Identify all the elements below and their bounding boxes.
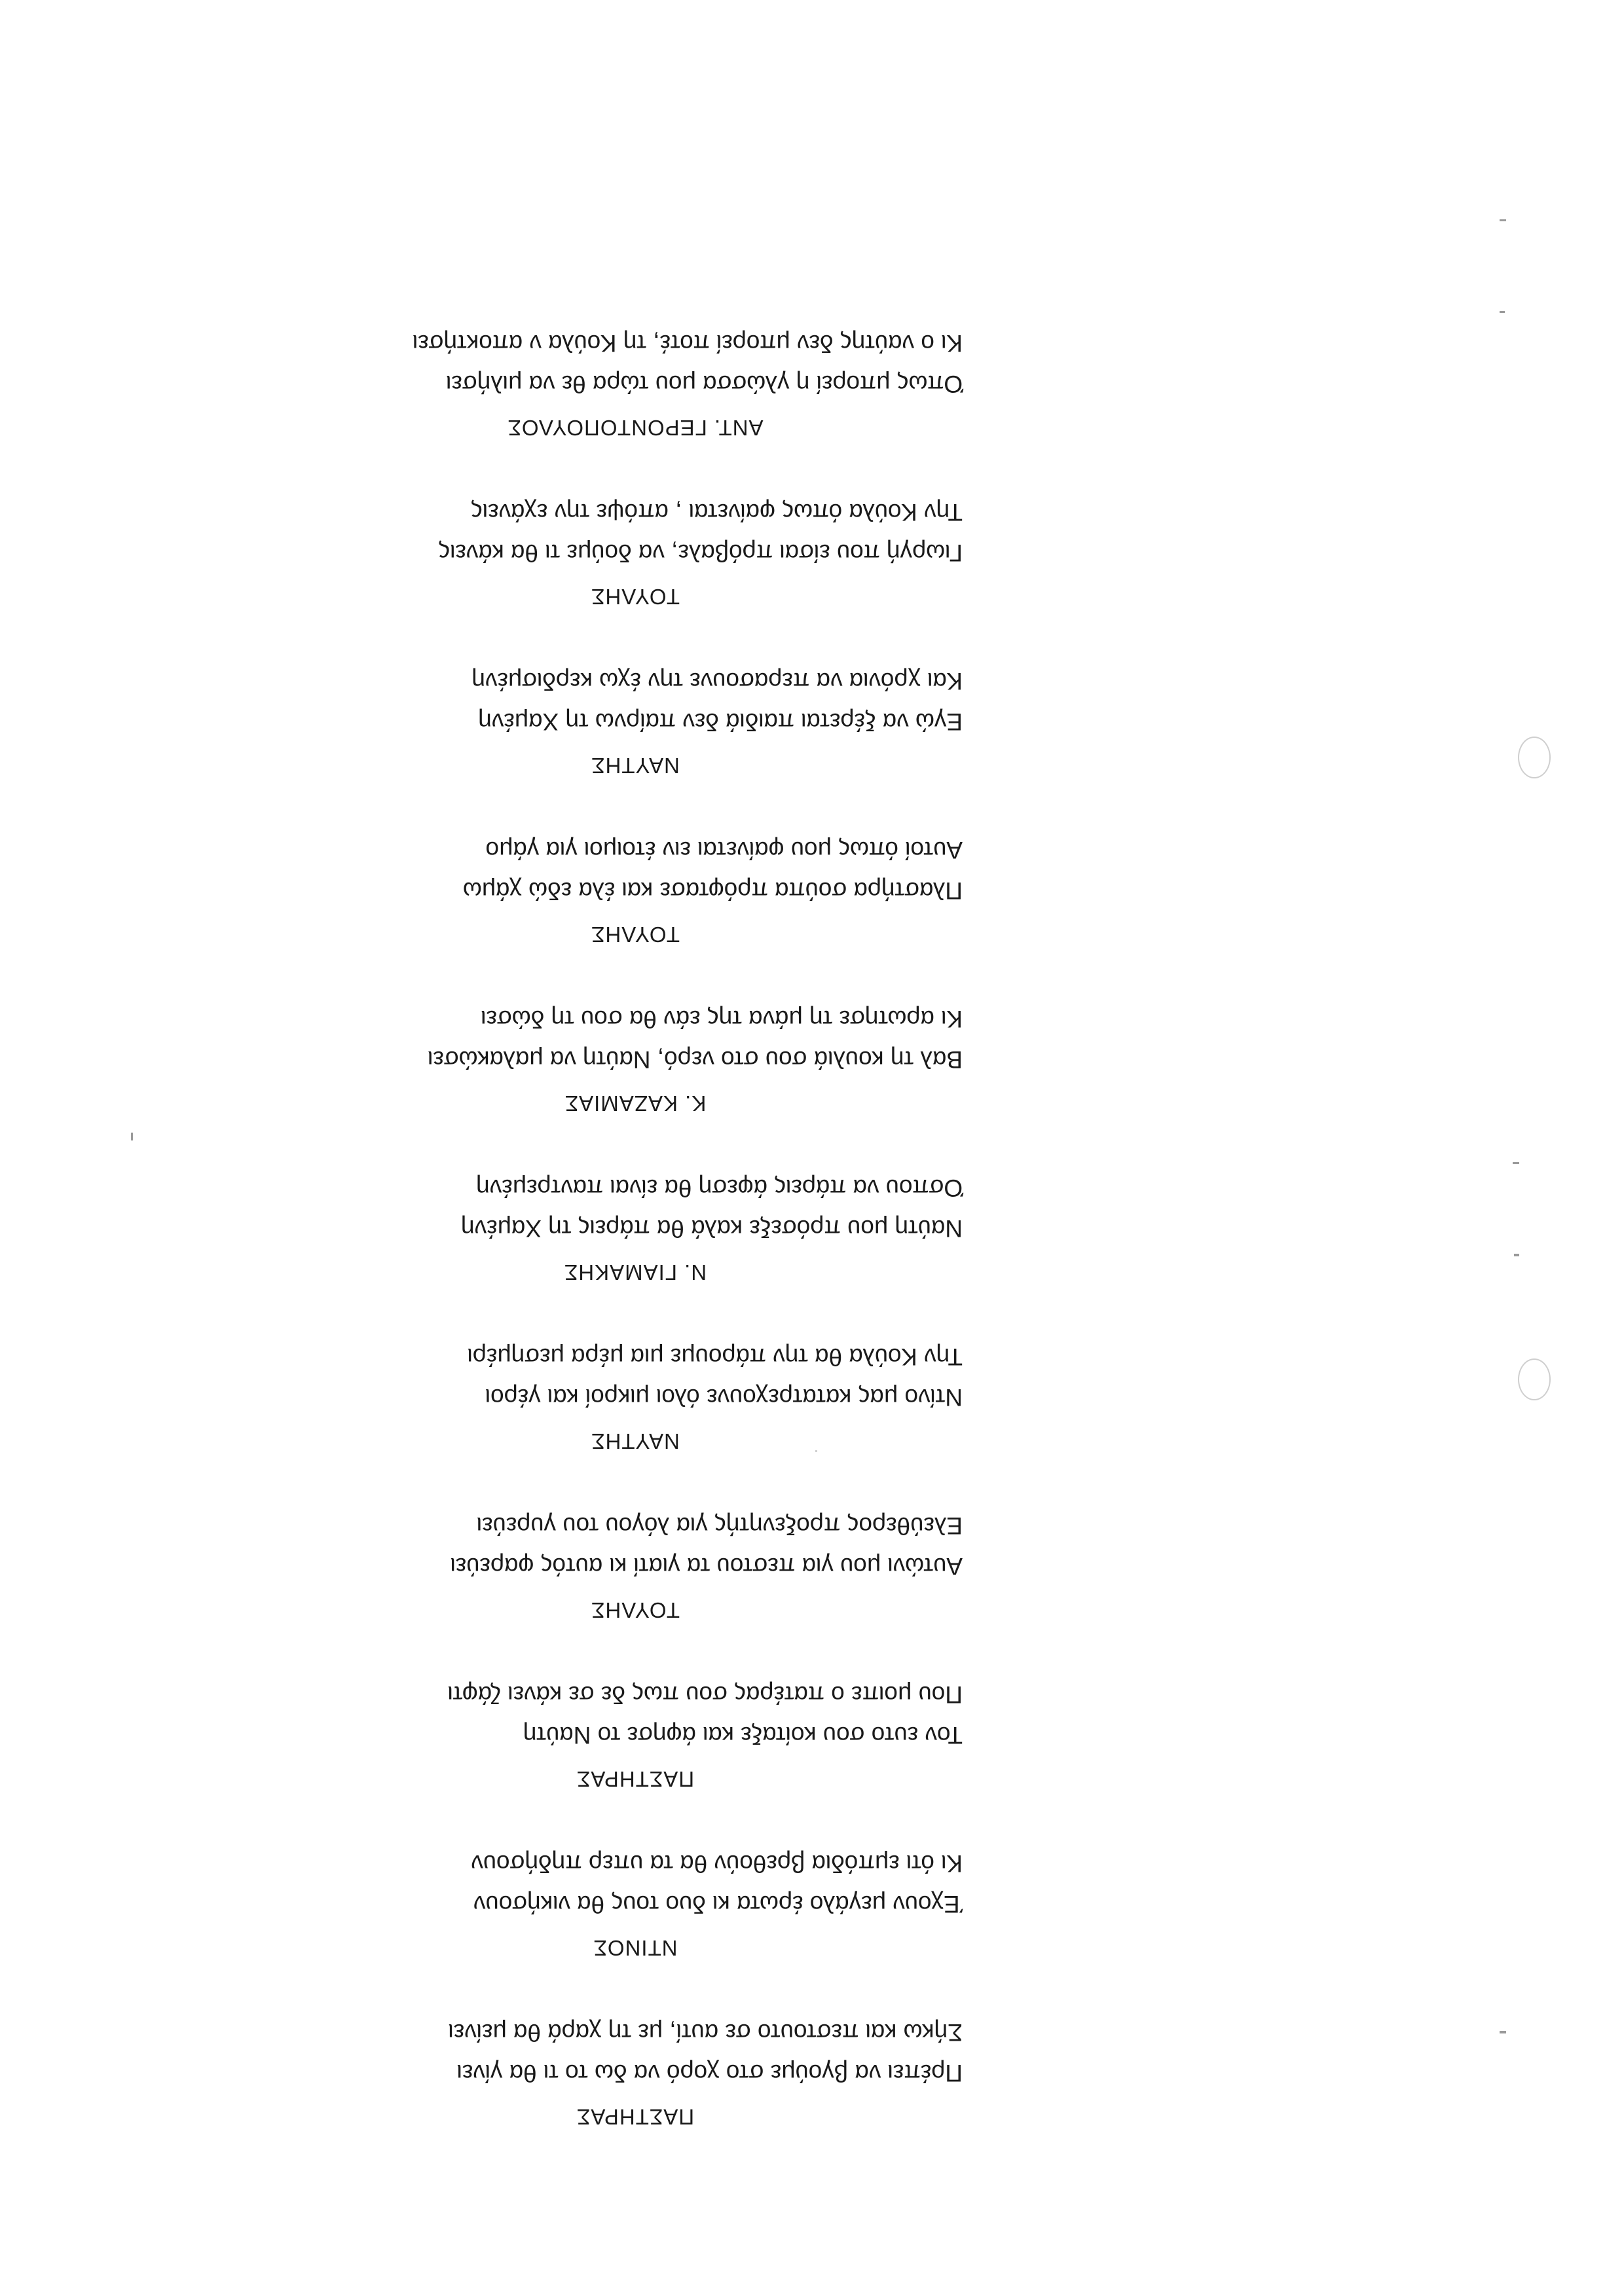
verse-line: Την Κούλα θα την πάρουμε μια μέρα μεσημέρι [467, 1343, 963, 1370]
verse-line: Ναύτη μου πρόσεξε καλά θα πάρεις τη Χαμένη [460, 1215, 963, 1242]
verse-line: Βαλ τη κουλιά σου στο νερό, Ναύτη να μαλακώσει [428, 1046, 963, 1073]
stanza [308, 492, 963, 612]
verse-line: Εγώ να ξέρεται παιδιά δεν παίρνω τη Χαμένη [478, 708, 963, 735]
speaker-name: ΤΟΥΛΗΣ [591, 1598, 680, 1622]
verse-line: Κι ο ναύτης δεν μπορεί ποτέ, τη Κούλα ν αποκτήσει [412, 330, 963, 357]
poem-text [308, 274, 963, 2132]
verse-line: Σήκω και πεστουτο σε αυτί, με τη χαρά θα μείνει [448, 2019, 963, 2046]
verse-line: Κι ότι εμπόδια βρεθούν θα τα υπερ πηδήσουν [471, 1850, 963, 1877]
stanza [308, 1167, 963, 1288]
speaker-name: ΠΑΣΤΗΡΑΣ [576, 2105, 695, 2129]
speaker-name: Κ. ΚΑΖΑΜΙΑΣ [564, 1091, 707, 1116]
stanza [308, 829, 963, 950]
stanza [308, 1674, 963, 1795]
stanza [308, 998, 963, 1119]
scan-speck [1513, 1162, 1519, 1164]
scan-speck [815, 1450, 817, 1452]
verse-line: Αυτοί όπως μου φαίνεται ειν έτοιμοι για γάμο [485, 837, 963, 864]
stanza [308, 1843, 963, 1963]
verse-line: Ντίνο μας κατατρεχουνε όλοι μικροί και γέροι [485, 1384, 963, 1411]
stanza [308, 1336, 963, 1457]
speaker-name: ΝΑΥΤΗΣ [591, 754, 680, 778]
verse-line: Που μοιπε ο πατέρας σου πως δε σε κάνει ζάφτι [447, 1681, 963, 1708]
scan-speck [1514, 1254, 1519, 1256]
speaker-name: ΝΤΙΝΟΣ [593, 1936, 678, 1960]
verse-line: Όπως μπορεί η γλώσσα μου τώρα θε να μιλήσει [446, 371, 963, 397]
verse-line: Πλαστήρα σούπα πρόφτασε και έλα εδώ χάμω [462, 877, 963, 904]
speaker-name: ΠΑΣΤΗΡΑΣ [576, 1767, 695, 1791]
verse-line: Πρέπει να βγούμε στο χορό να δω το τι θα γίνει [456, 2060, 963, 2086]
verse-line: Ελεύθερος προξενητής για λόγου του γυρεύει [476, 1512, 963, 1539]
stanza [308, 1505, 963, 1626]
verse-line: Τον ευτο σου κοίταξε και άφησε το Ναύτη [523, 1722, 963, 1749]
speaker-name: Ν. ΓΙΑΜΑΚΗΣ [563, 1260, 707, 1285]
stanza [308, 661, 963, 781]
punch-hole-mark [1518, 1358, 1551, 1400]
speaker-name: ΝΑΥΤΗΣ [591, 1429, 680, 1453]
verse-line: Και χρόνια να περασουνε την έχω κερδισμένη [471, 668, 963, 695]
scan-speck [1500, 219, 1506, 221]
verse-line: Αυτώνι μου για πεστου τα γιατί κι αυτός φαρεύει [450, 1553, 963, 1580]
scan-speck [1500, 311, 1505, 313]
scan-speck [131, 1133, 133, 1140]
speaker-name: ΤΟΥΛΗΣ [591, 922, 680, 947]
speaker-name: ΤΟΥΛΗΣ [591, 585, 680, 609]
verse-line: Έχουν μεγάλο έρωτα κι δυο τους θα νικήσουν [473, 1891, 963, 1918]
verse-line: Όσπου να πάρεις άφεση θα είναι παντρεμένη [476, 1175, 963, 1201]
verse-line: Γιωργή που είσαι πρόβαλε, να δούμε τι θα κάνεις [438, 539, 963, 566]
scan-speck [1500, 2031, 1506, 2033]
stanza [308, 323, 963, 443]
speaker-name: ΑΝΤ. ΓΕΡΟΝΤΟΠΟΥΛΟΣ [507, 416, 764, 440]
verse-line: Κι αρωτησε τη μάνα της εάν θα σου τη δώσει [481, 1006, 963, 1032]
punch-hole-mark [1518, 737, 1551, 778]
stanza [308, 2012, 963, 2132]
verse-line: Την Κούλα όπως φαίνεται , απόψε την εχάνεις [470, 499, 963, 526]
